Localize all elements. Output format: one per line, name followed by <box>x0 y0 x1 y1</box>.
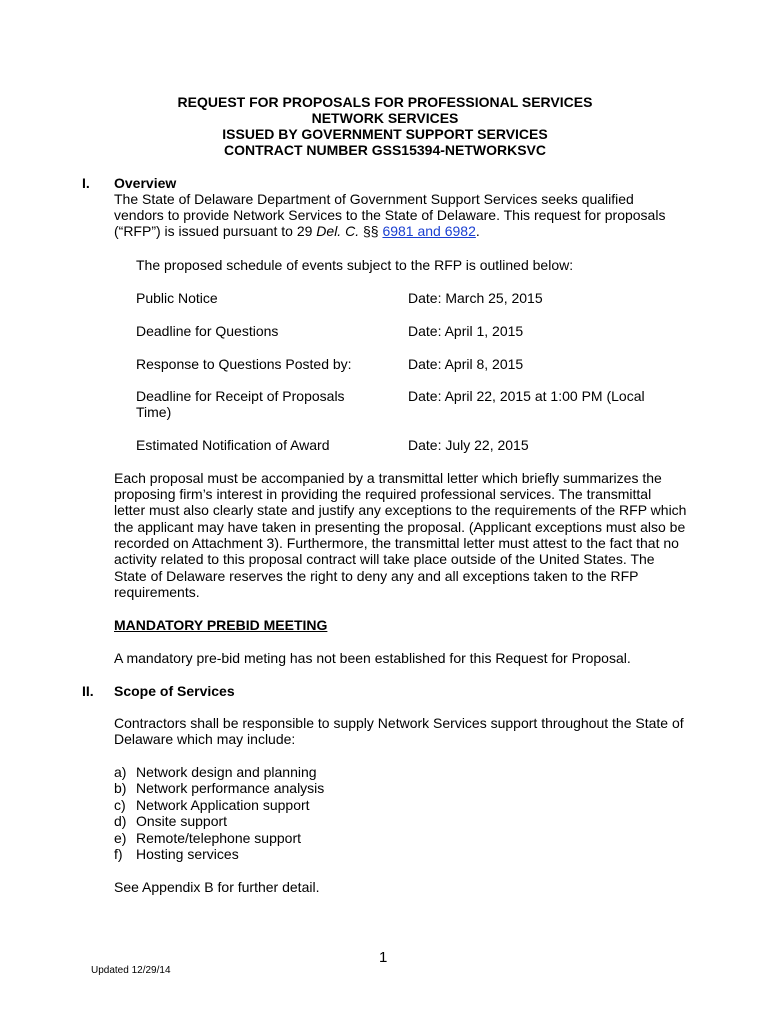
schedule-event: Deadline for Questions <box>136 323 279 339</box>
schedule-date: Date: March 25, 2015 <box>408 290 543 306</box>
list-item: Network Application support <box>136 797 310 813</box>
list-item: Remote/telephone support <box>136 830 301 846</box>
section-2-heading: Scope of Services <box>114 683 235 699</box>
transmittal-line: letter must also clearly state and justify any exceptions to the requirements of the RFP which <box>114 502 687 518</box>
schedule-date: Date: April 8, 2015 <box>408 356 524 372</box>
transmittal-line: activity related to this proposal contract will take place outside of the United States. The <box>114 551 655 567</box>
schedule-date: Date: April 22, 2015 at 1:00 PM (Local <box>408 388 645 404</box>
section-1-heading: Overview <box>114 175 177 191</box>
section-2-numeral: II. <box>82 683 94 699</box>
title-line-1: REQUEST FOR PROPOSALS FOR PROFESSIONAL SERVICES <box>177 94 593 110</box>
updated-date: Updated 12/29/14 <box>91 965 171 976</box>
list-item: Network performance analysis <box>136 780 325 796</box>
schedule-intro: The proposed schedule of events subject to the RFP is outlined below: <box>136 257 574 273</box>
transmittal-line: recorded on Attachment 3). Furthermore, the transmittal letter must attest to the fact that no <box>114 535 679 551</box>
list-item-letter: f) <box>114 846 123 862</box>
section-1-numeral: I. <box>82 175 90 191</box>
list-item: Network design and planning <box>136 764 317 780</box>
transmittal-line: the applicant may have taken in presenting the proposal. (Applicant exceptions must also be <box>114 519 686 535</box>
prebid-text: A mandatory pre-bid meting has not been established for this Request for Proposal. <box>114 650 631 666</box>
overview-line-1: The State of Delaware Department of Government Support Services seeks qualified <box>114 191 634 207</box>
section-symbols: §§ <box>359 223 383 239</box>
overview-line-3 <box>114 223 480 239</box>
schedule-event-continued: Time) <box>136 404 172 420</box>
schedule-date: Date: July 22, 2015 <box>408 437 529 453</box>
schedule-date: Date: April 1, 2015 <box>408 323 524 339</box>
overview-line-2: vendors to provide Network Services to the State of Delaware. This request for proposals <box>114 207 666 223</box>
list-item-letter: d) <box>114 813 127 829</box>
statute-link[interactable]: 6981 and 6982 <box>382 223 476 239</box>
title-line-2: NETWORK SERVICES <box>311 110 459 126</box>
list-item-letter: e) <box>114 830 127 846</box>
schedule-event: Estimated Notification of Award <box>136 437 330 453</box>
appendix-note: See Appendix B for further detail. <box>114 879 320 895</box>
list-item: Hosting services <box>136 846 239 862</box>
overview-line-3-prefix: (“RFP”) is issued pursuant to 29 <box>114 223 317 239</box>
prebid-heading: MANDATORY PREBID MEETING <box>114 617 328 633</box>
scope-line-2: Delaware which may include: <box>114 731 296 747</box>
transmittal-line: proposing firm’s interest in providing the required professional services. The transmittal <box>114 486 652 502</box>
title-line-3: ISSUED BY GOVERNMENT SUPPORT SERVICES <box>222 126 548 142</box>
page-number: 1 <box>379 949 388 966</box>
overview-line-3-end: . <box>475 223 480 239</box>
list-item-letter: a) <box>114 764 127 780</box>
schedule-event: Deadline for Receipt of Proposals <box>136 388 345 404</box>
list-item-letter: b) <box>114 780 127 796</box>
title-line-4: CONTRACT NUMBER GSS15394-NETWORKSVC <box>223 142 547 158</box>
schedule-event: Response to Questions Posted by: <box>136 356 352 372</box>
transmittal-line: State of Delaware reserves the right to deny any and all exceptions taken to the RFP <box>114 568 639 584</box>
transmittal-line: requirements. <box>114 584 200 600</box>
schedule-event: Public Notice <box>136 290 218 306</box>
transmittal-line: Each proposal must be accompanied by a transmittal letter which briefly summarizes the <box>114 470 662 486</box>
list-item: Onsite support <box>136 813 228 829</box>
scope-line-1: Contractors shall be responsible to supply Network Services support throughout the State of <box>114 715 684 731</box>
statute-citation: Del. C. <box>316 223 360 239</box>
list-item-letter: c) <box>114 797 126 813</box>
